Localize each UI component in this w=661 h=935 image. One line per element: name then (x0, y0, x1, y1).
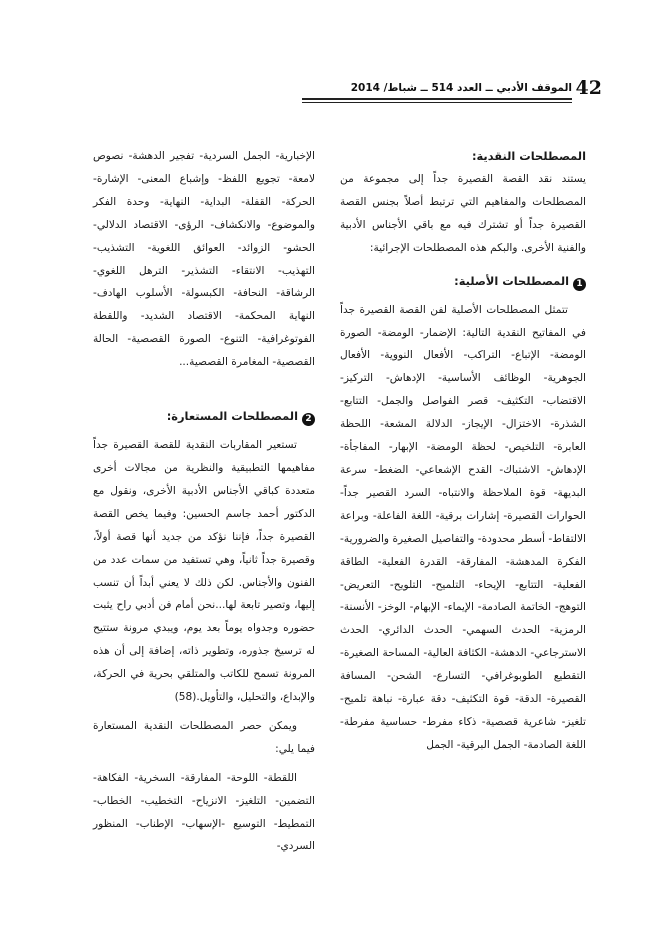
subsection-original-terms-title: المصطلحات الأصلية: (454, 273, 569, 288)
page-number: 42 (575, 77, 602, 99)
terms-continuation-paragraph: الإخبارية- الجمل السردية- تفجير الدهشة- نصوص لامعة- تجويع اللفظ- وإشباع المعنى- الإشارة- الحركة- القفلة- البداية- النهاية- وحدة الفكر والموضوع- والانكشاف- الرؤى- الاقتصاد الدلالي- الحشو- الزوائد- العوائق اللغوية- التشذيب- التهذيب- الانتقاء- التشذير- الترهل اللغوي- الرشاقة- النحافة- الكبسولة- الأسلوب الهادف- النهاية المحكمة- الاقتصاد الشديد- واللقطة الفوتوغرافية- التنوع- الصورة القصصية- الحالة القصصية- المغامرة القصصية... (93, 150, 315, 369)
borrowed-list-intro: ويمكن حصر المصطلحات النقدية المستعارة فيما يلي: (93, 719, 315, 755)
right-column (340, 145, 586, 757)
borrowed-terms-list: اللقطة- اللوحة- المفارقة- السخرية- الفكاهة- التضمين- التلغيز- الانزياح- التخطيب- الخطاب- التمطيط- التوسيع -الإسهاب- الإطناب- المنظور السردي- (93, 771, 315, 853)
subsection-original-terms-heading (340, 270, 586, 293)
header-rule-thin (302, 102, 572, 103)
intro-paragraph: يستند نقد القصة القصيرة جداً إلى مجموعة من المصطلحات والمفاهيم التي ترتبط أصلاً بجنس القصة القصيرة جداً أو تشترك فيه مع باقي الأجناس الأدبية والفنية الأخرى. والبكم هذه المصطلحات الإجرائية: (340, 173, 586, 254)
subsection-borrowed-terms-heading (93, 405, 315, 428)
borrowed-terms-paragraph: تستعير المقاربات النقدية للقصة القصيرة جداً مفاهيمها التطبيقية والنظرية من مجالات أخرى متعددة كباقي الأجناس الأدبية الأخرى، ونقول مع الدكتور أحمد جاسم الحسين: وفيما يخص القصة القصيرة جداً، فإننا نؤكد من جديد أنها قصة أولاً، وقصيرة جداً ثانياً، وهي تستفيد من سمات عدد من الفنون والأجناس. لكن ذلك لا يعني أبداً أن تنسب إليها، وتصير تابعة لها...نحن أمام فن أدبي راح يثبت حضوره وجدواه يوماً بعد يوم، ويبدي مرونة ستتيح له ترسيخ جذوره، وتطوير ذاته، إضافة إلى أن هذه المرونة تسمح للكاتب والمتلقي بحرية في الحركة، والإبداع، والتحليل، والتأويل.(58) (93, 439, 315, 704)
running-header (305, 76, 602, 104)
left-column (93, 145, 315, 858)
header-rule-thick (302, 98, 572, 100)
number-badge-1: 1 (573, 278, 586, 291)
journal-issue-line: الموقف الأدبي ــ العدد 514 ــ شباط/ 2014 (350, 82, 572, 94)
section-title-critical-terms: المصطلحات النقدية: (471, 149, 586, 163)
number-badge-2: 2 (302, 413, 315, 426)
original-terms-paragraph: تتمثل المصطلحات الأصلية لفن القصة القصيرة جداً في المفاتيح النقدية التالية: الإضمار- الومضة- الصورة الومضة- الإتباع- التراكب- الأفعال النووية- الأفعال الجوهرية- الوظائف الأساسية- الإدهاش- التركيز- الاقتضاب- التكثيف- قصر الفواصل والجمل- التتابع- الشذرة- الاختزال- الإيجاز- الدلالة المشعة- اللحظة العابرة- التلخيص- لحظة الومضة- الإبهار- المفاجأة- الإدهاش- الاشتباك- القدح الإشعاعي- الضغط- سرعة البديهة- قوة الملاحظة والانتباه- السرد القصير جداً- الحوارات القصيرة- إشارات برقية- اللغة الفاعلة- وبراعة الالتقاط- أسطر محدودة- والتفاصيل الصغيرة والضرورية- الفكرة المدهشة- المفارقة- القدرة الفعلية- الطاقة الفعلية- التتابع- الإيحاء- التلميح- التلويح- التعريض- التوهج- الخاتمة الصادمة- الإيماء- الإبهام- الوخز- الأنسنة- الرمزية- الحدث السهمي- الحدث الدائري- الحدث الاسترجاعي- الدهشة- الكثافة العالية- المساحة الصغيرة- التقطيع الطوبوغرافي- التسارع- الشحن- المسافة القصيرة- الدقة- قوة التكثيف- دقة عبارة- نباهة تلميح- تلغيز- شاعرية قصصية- ذكاء مفرط- حساسية مفرطة- اللغة الصادمة- الجمل البرقية- الجمل (340, 303, 586, 751)
subsection-borrowed-terms-title: المصطلحات المستعارة: (166, 409, 298, 424)
